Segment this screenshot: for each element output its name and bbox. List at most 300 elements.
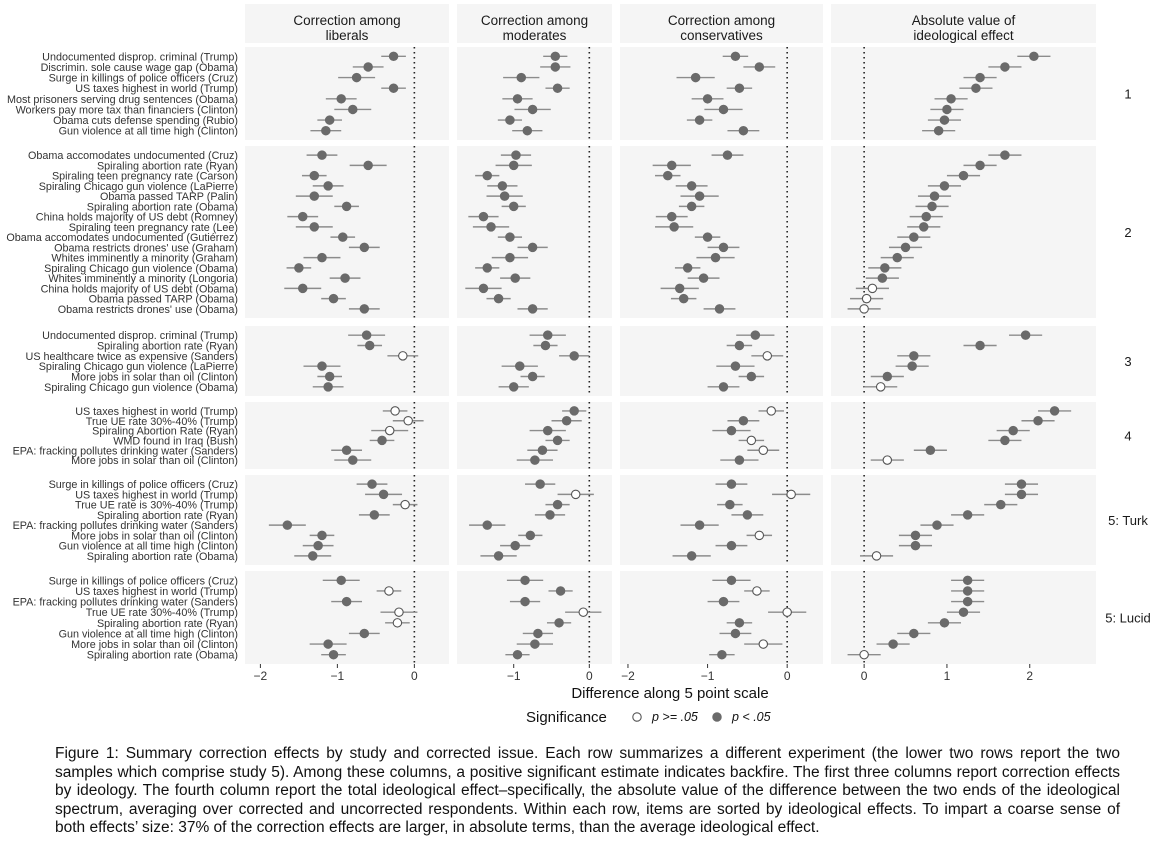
point-not-significant — [783, 608, 791, 616]
item-label: Spiraling Chicago gun violence (Obama) — [44, 262, 238, 275]
legend-label: p >= .05 — [652, 710, 698, 724]
point-significant — [360, 629, 368, 637]
point-significant — [735, 456, 743, 464]
point-not-significant — [747, 436, 755, 444]
point-significant — [551, 63, 559, 71]
point-significant — [309, 552, 317, 560]
point-significant — [926, 446, 934, 454]
point-not-significant — [395, 608, 403, 616]
point-significant — [544, 331, 552, 339]
point-significant — [727, 480, 735, 488]
panel-title: Absolute value of — [911, 13, 1016, 28]
point-significant — [360, 305, 368, 313]
panel-background — [245, 146, 449, 318]
row-strip-label: 5: Turk — [1108, 513, 1148, 528]
point-significant — [536, 480, 544, 488]
point-significant — [719, 597, 727, 605]
panel-title: moderates — [502, 28, 567, 43]
point-significant — [528, 305, 536, 313]
x-tick-label: −1 — [700, 669, 715, 683]
item-label: Spiraling Chicago gun violence (Obama) — [44, 381, 238, 394]
x-tick-label: −2 — [621, 669, 635, 683]
x-tick-label: 2 — [1026, 669, 1034, 683]
point-significant — [1017, 490, 1025, 498]
point-significant — [318, 362, 326, 370]
point-significant — [551, 52, 559, 60]
row-strip-label: 2 — [1124, 225, 1132, 240]
point-not-significant — [876, 383, 884, 391]
item-label: True UE rate 30%-40% (Trump) — [85, 415, 238, 428]
point-significant — [1001, 63, 1009, 71]
row-strip-label: 4 — [1124, 428, 1132, 444]
point-significant — [342, 202, 350, 210]
point-significant — [963, 576, 971, 584]
panel-background — [620, 402, 823, 469]
point-significant — [1009, 426, 1017, 434]
point-significant — [940, 116, 948, 124]
point-significant — [544, 426, 552, 434]
point-significant — [878, 274, 886, 282]
point-significant — [727, 426, 735, 434]
point-significant — [703, 233, 711, 241]
point-significant — [695, 521, 703, 529]
point-significant — [483, 264, 491, 272]
point-not-significant — [860, 305, 868, 313]
point-significant — [511, 274, 519, 282]
point-significant — [881, 264, 889, 272]
item-label: Surge in killings of police officers (Cruz) — [48, 72, 238, 85]
point-significant — [687, 552, 695, 560]
point-not-significant — [767, 407, 775, 415]
point-significant — [513, 95, 521, 103]
panel-title: conservatives — [680, 28, 763, 43]
point-significant — [947, 95, 955, 103]
point-significant — [719, 383, 727, 391]
point-significant — [349, 105, 357, 113]
point-not-significant — [759, 446, 767, 454]
point-significant — [329, 650, 337, 658]
point-not-significant — [393, 619, 401, 627]
point-significant — [341, 274, 349, 282]
panel-background — [245, 47, 449, 140]
item-label: Obama passed TARP (Palin) — [99, 191, 238, 204]
point-significant — [483, 521, 491, 529]
point-significant — [747, 372, 755, 380]
figure-caption: Figure 1: Summary correction effects by study and corrected issue. Each row summarizes a different experiment (the lower two rows report the two samples which comprise study 5). Among these columns, a positive significant estimate indicates backfire. The first three columns report correction effects by ideology. The fourth column report the total ideological effect–specifically, the absolute value of the difference between the two ends of the ideological spectrum, averaging over corrected and uncorrected respondents. Within each row, items are sorted by ideological effects. To impart a coarse sense of both effects’ size: 37% of the correction effects are larger, in absolute terms, than the average ideological effect. — [55, 745, 1120, 836]
point-significant — [695, 116, 703, 124]
point-significant — [494, 552, 502, 560]
point-significant — [506, 253, 514, 261]
point-significant — [1050, 407, 1058, 415]
point-significant — [512, 151, 520, 159]
point-significant — [963, 597, 971, 605]
point-significant — [718, 650, 726, 658]
point-significant — [378, 436, 386, 444]
point-significant — [943, 105, 951, 113]
item-label: Gun violence at all time high (Clinton) — [58, 628, 238, 641]
point-significant — [889, 640, 897, 648]
point-significant — [337, 576, 345, 584]
point-significant — [318, 531, 326, 539]
item-label: Spiraling abortion rate (Obama) — [86, 649, 238, 662]
point-not-significant — [404, 417, 412, 425]
point-significant — [528, 372, 536, 380]
point-significant — [360, 243, 368, 251]
item-label: China holds majority of US debt (Obama) — [40, 283, 238, 296]
point-significant — [556, 587, 564, 595]
point-significant — [739, 417, 747, 425]
point-significant — [908, 362, 916, 370]
point-not-significant — [572, 490, 580, 498]
point-significant — [687, 202, 695, 210]
panel-background — [831, 571, 1096, 664]
point-not-significant — [385, 587, 393, 595]
point-significant — [691, 73, 699, 81]
point-significant — [513, 650, 521, 658]
point-significant — [352, 73, 360, 81]
item-label: US taxes highest in world (Trump) — [75, 83, 238, 96]
point-significant — [1030, 52, 1038, 60]
point-significant — [676, 284, 684, 292]
point-significant — [528, 243, 536, 251]
point-significant — [531, 456, 539, 464]
point-significant — [997, 500, 1005, 508]
point-significant — [1001, 436, 1009, 444]
point-significant — [541, 341, 549, 349]
point-significant — [506, 116, 514, 124]
point-significant — [362, 331, 370, 339]
point-significant — [723, 151, 731, 159]
panel-title: Correction among — [293, 13, 401, 28]
panel-background — [245, 326, 449, 396]
point-significant — [719, 105, 727, 113]
point-significant — [1001, 151, 1009, 159]
point-significant — [366, 341, 374, 349]
item-label: Surge in killings of police officers (Cruz) — [48, 575, 238, 588]
point-significant — [933, 521, 941, 529]
row-strip-label: 5: Lucid — [1105, 610, 1151, 626]
x-tick-label: 0 — [783, 669, 791, 683]
point-not-significant — [759, 640, 767, 648]
point-significant — [555, 619, 563, 627]
point-significant — [339, 233, 347, 241]
item-label: Spiraling abortion rate (Obama) — [86, 201, 238, 214]
x-axis-title: Difference along 5 point scale — [571, 685, 769, 702]
item-label: Spiraling abortion rate (Ryan) — [96, 340, 238, 353]
point-significant — [976, 341, 984, 349]
panel-background — [245, 402, 449, 469]
item-label: Most prisoners serving drug sentences (Obama) — [6, 93, 238, 106]
point-not-significant — [579, 608, 587, 616]
panel-background — [831, 47, 1096, 140]
item-label: US taxes highest in world (Trump) — [75, 585, 238, 598]
point-not-significant — [872, 552, 880, 560]
point-significant — [500, 192, 508, 200]
point-significant — [910, 629, 918, 637]
point-significant — [755, 63, 763, 71]
point-not-significant — [755, 531, 763, 539]
point-significant — [299, 284, 307, 292]
panel-background — [620, 475, 823, 565]
legend-marker-significant — [713, 713, 721, 721]
point-significant — [976, 73, 984, 81]
point-significant — [910, 352, 918, 360]
point-significant — [930, 192, 938, 200]
point-significant — [479, 284, 487, 292]
point-significant — [521, 576, 529, 584]
point-significant — [389, 84, 397, 92]
point-significant — [703, 95, 711, 103]
point-significant — [329, 294, 337, 302]
point-significant — [934, 126, 942, 134]
point-not-significant — [862, 294, 870, 302]
point-significant — [570, 407, 578, 415]
point-significant — [940, 182, 948, 190]
point-significant — [715, 305, 723, 313]
x-tick-label: −1 — [330, 669, 345, 683]
point-significant — [739, 126, 747, 134]
point-not-significant — [401, 500, 409, 508]
point-significant — [337, 95, 345, 103]
panel-title: Correction among — [667, 13, 776, 28]
item-label: More jobs in solar than oil (Clinton) — [71, 371, 238, 384]
point-significant — [699, 274, 707, 282]
point-significant — [976, 161, 984, 169]
point-significant — [727, 576, 735, 584]
item-label: More jobs in solar than oil (Clinton) — [71, 455, 238, 468]
point-not-significant — [868, 284, 876, 292]
point-significant — [517, 73, 525, 81]
point-significant — [664, 171, 672, 179]
point-significant — [318, 151, 326, 159]
panel-background — [620, 146, 823, 318]
point-significant — [364, 161, 372, 169]
point-significant — [735, 341, 743, 349]
row-strip-label: 3 — [1124, 354, 1132, 369]
point-significant — [959, 171, 967, 179]
item-label: Gun violence at all time high (Clinton) — [58, 540, 238, 553]
point-significant — [1017, 480, 1025, 488]
point-significant — [920, 223, 928, 231]
point-significant — [314, 541, 322, 549]
point-significant — [325, 116, 333, 124]
point-significant — [531, 640, 539, 648]
point-significant — [893, 253, 901, 261]
legend-label: p < .05 — [732, 710, 771, 724]
point-significant — [370, 511, 378, 519]
point-significant — [735, 619, 743, 627]
x-tick-label: 1 — [943, 669, 951, 683]
point-significant — [523, 126, 531, 134]
item-label: Spiraling Chicago gun violence (LaPierre) — [38, 180, 238, 193]
x-tick-label: −1 — [506, 669, 521, 683]
point-significant — [506, 233, 514, 241]
x-tick-label: 0 — [411, 669, 418, 683]
point-significant — [310, 223, 318, 231]
point-significant — [1034, 417, 1042, 425]
legend-title: Significance — [526, 709, 607, 726]
item-label: EPA: fracking pollutes drinking water (Sanders) — [12, 520, 238, 533]
point-significant — [349, 456, 357, 464]
item-label: Spiraling teen pregnancy rate (Lee) — [68, 221, 238, 234]
point-significant — [562, 417, 570, 425]
point-not-significant — [883, 456, 891, 464]
point-significant — [928, 202, 936, 210]
item-label: Spiraling teen pregnancy rate (Carson) — [51, 170, 238, 183]
point-not-significant — [391, 407, 399, 415]
point-significant — [910, 233, 918, 241]
item-label: Gun violence at all time high (Clinton) — [58, 125, 238, 138]
panel-background — [245, 571, 449, 664]
point-significant — [389, 52, 397, 60]
point-significant — [679, 294, 687, 302]
point-significant — [534, 629, 542, 637]
panel-title: liberals — [325, 28, 369, 43]
item-label: Obama accomodates undocumented (Gutiérrez) — [6, 232, 238, 245]
item-label: Obama restricts drones' use (Graham) — [54, 242, 238, 255]
item-label: EPA: fracking pollutes drinking water (Sanders) — [12, 596, 238, 609]
point-significant — [487, 223, 495, 231]
x-tick-label: −2 — [253, 669, 268, 683]
point-not-significant — [787, 490, 795, 498]
item-label: Discrimin. sole cause wage gap (Obama) — [40, 61, 238, 74]
point-not-significant — [860, 650, 868, 658]
point-significant — [940, 619, 948, 627]
point-significant — [570, 352, 578, 360]
item-label: Undocumented disprop. criminal (Trump) — [42, 330, 238, 343]
point-significant — [526, 531, 534, 539]
item-label: Spiraling abortion rate (Ryan) — [96, 160, 238, 173]
item-label: US taxes highest in world (Trump) — [75, 405, 238, 418]
point-significant — [670, 223, 678, 231]
point-significant — [510, 383, 518, 391]
point-significant — [901, 243, 909, 251]
item-label: True UE rate 30%-40% (Trump) — [85, 607, 238, 620]
item-label: Spiraling abortion rate (Ryan) — [96, 509, 238, 522]
point-significant — [683, 264, 691, 272]
x-tick-label: 0 — [860, 669, 868, 683]
point-significant — [521, 597, 529, 605]
item-label: WMD found in Iraq (Bush) — [113, 435, 238, 448]
point-significant — [342, 446, 350, 454]
point-significant — [324, 182, 332, 190]
item-label: Obama cuts defense spending (Rubio) — [53, 115, 238, 128]
point-significant — [731, 52, 739, 60]
item-label: Undocumented disprop. criminal (Trump) — [42, 51, 238, 64]
panel-title: ideological effect — [913, 28, 1014, 43]
point-significant — [322, 126, 330, 134]
point-significant — [719, 243, 727, 251]
item-label: Spiraling Abortion Rate (Ryan) — [92, 425, 238, 438]
point-significant — [324, 640, 332, 648]
point-significant — [883, 372, 891, 380]
point-significant — [687, 182, 695, 190]
point-significant — [295, 264, 303, 272]
item-label: Spiraling Chicago gun violence (LaPierre) — [38, 361, 238, 374]
panel-background — [831, 326, 1096, 396]
point-not-significant — [763, 352, 771, 360]
point-significant — [483, 171, 491, 179]
point-significant — [368, 480, 376, 488]
point-significant — [364, 63, 372, 71]
point-significant — [731, 362, 739, 370]
legend-marker-not-significant — [633, 713, 641, 721]
point-significant — [711, 253, 719, 261]
point-significant — [538, 446, 546, 454]
panel-background — [245, 475, 449, 565]
point-significant — [553, 500, 561, 508]
item-label: China holds majority of US debt (Romney) — [35, 211, 238, 224]
item-label: More jobs in solar than oil (Clinton) — [71, 530, 238, 543]
item-label: US healthcare twice as expensive (Sanders) — [25, 350, 238, 363]
item-label: EPA: fracking pollutes drinking water (Sanders) — [12, 445, 238, 458]
point-significant — [1021, 331, 1029, 339]
point-significant — [325, 372, 333, 380]
item-label: Spiraling abortion rate (Obama) — [86, 550, 238, 563]
point-significant — [379, 490, 387, 498]
item-label: More jobs in solar than oil (Clinton) — [71, 639, 238, 652]
point-significant — [668, 161, 676, 169]
x-tick-label: 0 — [585, 669, 593, 683]
point-significant — [310, 171, 318, 179]
panel-title: Correction among — [480, 13, 589, 28]
item-label: US taxes highest in world (Trump) — [75, 489, 238, 502]
point-significant — [510, 161, 518, 169]
point-significant — [479, 212, 487, 220]
point-significant — [498, 182, 506, 190]
point-significant — [299, 212, 307, 220]
point-significant — [911, 531, 919, 539]
point-significant — [318, 253, 326, 261]
item-label: Whites imminently a minority (Longoria) — [48, 273, 238, 286]
panel-background — [831, 475, 1096, 565]
point-significant — [972, 84, 980, 92]
point-not-significant — [399, 352, 407, 360]
item-label: Obama passed TARP (Obama) — [88, 293, 238, 306]
point-significant — [727, 541, 735, 549]
point-significant — [743, 511, 751, 519]
item-label: True UE rate is 30%-40% (Trump) — [75, 499, 238, 512]
point-significant — [516, 362, 524, 370]
point-significant — [553, 84, 561, 92]
item-label: Surge in killings of police officers (Cruz) — [48, 479, 238, 492]
row-strip-label: 1 — [1124, 86, 1132, 102]
point-significant — [735, 84, 743, 92]
item-label: Spiraling abortion rate (Ryan) — [96, 617, 238, 630]
point-significant — [310, 192, 318, 200]
point-significant — [751, 331, 759, 339]
point-significant — [963, 511, 971, 519]
point-significant — [510, 202, 518, 210]
point-significant — [553, 436, 561, 444]
item-label: Whites imminently a minority (Graham) — [51, 252, 238, 265]
point-significant — [546, 511, 554, 519]
point-significant — [963, 587, 971, 595]
item-label: Obama accomodates undocumented (Cruz) — [27, 150, 238, 163]
point-significant — [283, 521, 291, 529]
point-significant — [731, 629, 739, 637]
point-significant — [494, 294, 502, 302]
point-significant — [324, 383, 332, 391]
point-significant — [959, 608, 967, 616]
point-significant — [695, 192, 703, 200]
point-not-significant — [753, 587, 761, 595]
item-label: Obama restricts drones' use (Obama) — [57, 303, 238, 316]
point-significant — [726, 500, 734, 508]
point-significant — [342, 597, 350, 605]
item-label: Workers pay more tax than financiers (Clinton) — [15, 104, 238, 117]
point-significant — [668, 212, 676, 220]
